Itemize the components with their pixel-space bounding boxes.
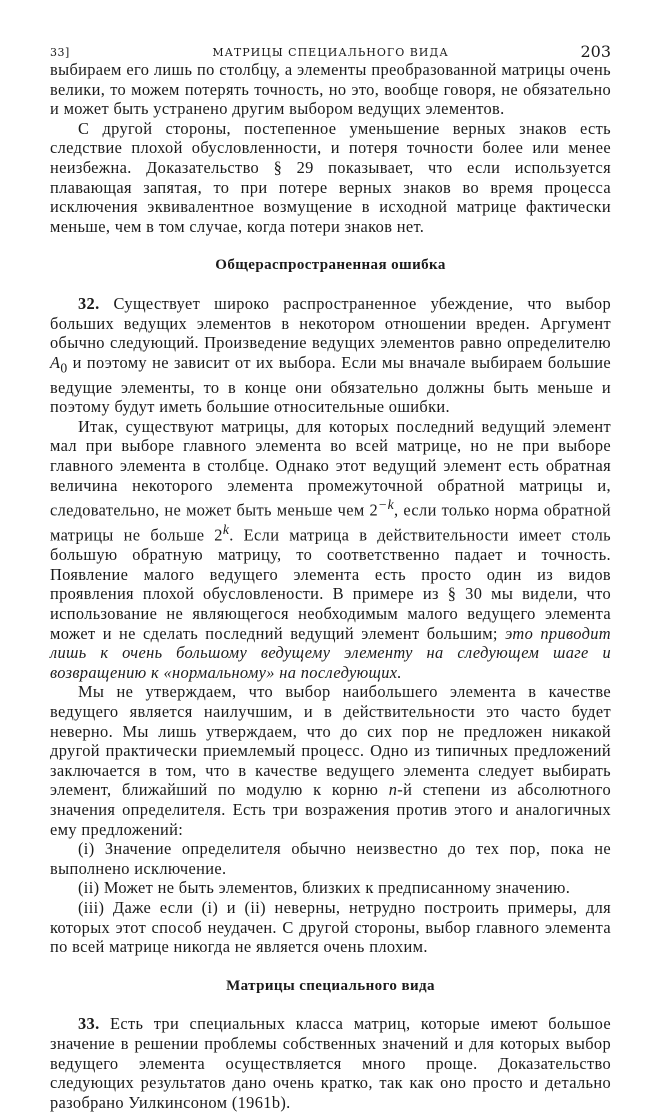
running-header (50, 34, 611, 60)
paragraph-ill-conditioning: С другой стороны, постепенное уменьшение верных знаков есть следствие плохой обусловленности, и потеря точности более или менее неизбежна. Доказательство § 29 показывает, что если используется плавающая запятая, то при потере верных знаков во время процесса исключения эквивалентное возмущение в исходной матрице фактически меньше, чем в том случае, когда потери знаков нет. (50, 118, 611, 236)
objection-item-1: (i) Значение определителя обычно неизвестно до тех пор, пока не выполнено исключение. (50, 839, 611, 878)
running-title: МАТРИЦЫ СПЕЦИАЛЬНОГО ВИДА (212, 46, 449, 59)
variable-n: n (388, 780, 398, 800)
paragraph-number-33: 33. (78, 1014, 100, 1034)
claims-text-b: -й степени из абсолютного значения определителя. Есть три возражения против этого и аналогичных ему предложений: (50, 780, 611, 839)
claims-text-a: Мы не утверждаем, что выбор наибольшего элемента в качестве ведущего является наилучшим, и в действительности это часто будет неверно. Мы лишь утверждаем, что до сих пор не предложен никакой другой практически приемлемый процесс. Одно из типичных предложений заключается в том, что в качестве ведущего элемента следует выбирать элемент, ближайший по модулю к корню (50, 682, 611, 800)
paragraph-33-text: Есть три специальных класса матриц, которые имеют большое значение в решении проблемы собственных значений и для которых выбор ведущего элемента осуществляется много проще. Доказательство следующих результатов дано очень кратко, так как оно просто и детально разобрано Уилкинсоном (1961b). (50, 1014, 611, 1112)
page-number: 203 (580, 42, 611, 61)
section-marker: 33] (50, 46, 70, 59)
page-body (50, 60, 611, 1112)
paragraph-32-text-a: Существует широко распространенное убеждение, что выбор больших ведущих элементов в некотором отношении вреден. Аргумент обычно следующий. Произведение ведущих элементов равно определителю (50, 293, 611, 353)
paragraph-continuation: выбираем его лишь по столбцу, а элементы преобразованной матрицы очень велики, то можем потерять точность, но это, вообще говоря, не обязательно и может быть устранено другим выбором ведущих элементов. (50, 60, 611, 119)
objection-item-3: (iii) Даже если (i) и (ii) неверны, нетрудно построить примеры, для которых этот способ неудачен. С другой стороны, выбор главного элемента по всей матрице никогда не является очень плохим. (50, 897, 611, 957)
section-heading-common-error: Общераспространенная ошибка (215, 257, 446, 274)
pivot-text-b: , если только норма обратной матрицы не больше (50, 500, 611, 545)
pivot-italic-remark: это приводит лишь к очень большому ведущему элементу на следующем шаге и возвращению к «нормальному» на последующих. (50, 623, 611, 682)
paragraph-pivot-argument (50, 417, 611, 683)
power-exponent-2: k (222, 522, 230, 538)
paragraph-32 (50, 294, 611, 417)
objection-item-2: (ii) Может не быть элементов, близких к предписанному значению. (78, 878, 571, 898)
paragraph-33 (50, 1014, 611, 1112)
matrix-symbol: A (50, 352, 61, 372)
matrix-subscript: 0 (60, 360, 68, 375)
paragraph-claims (50, 682, 611, 839)
pivot-text-a: Итак, существуют матрицы, для которых последний ведущий элемент мал при выборе главного элемента во всей матрице, но не при выборе главного элемента в столбце. Однако этот ведущий элемент есть обратная величина некоторого элемента промежуточной обратной матрицы и, следовательно, не может быть меньше чем (50, 416, 611, 520)
section-heading-special-matrices: Матрицы специального вида (226, 977, 435, 994)
power-exponent-1: −k (378, 497, 395, 513)
paragraph-number-32: 32. (78, 293, 100, 313)
paragraph-32-text-b: и поэтому не зависит от их выбора. Если мы вначале выбираем большие ведущие элементы, то в конце они обязательно должны быть меньше и поэтому будут иметь большие относительные ошибки. (50, 352, 611, 417)
power-base-1: 2 (369, 500, 379, 520)
power-base-2: 2 (214, 525, 223, 545)
pivot-text-c: . Если матрица в действительности имеет столь большую обратную матрицу, то соответственно падает и точность. Появление малого ведущего элемента есть просто один из видов проявления плохой обусловлености. В примере из § 30 мы видели, что использование не являющегося необходимым малого ведущего элемента может и не сделать последний ведущий элемент большим; (50, 525, 612, 643)
